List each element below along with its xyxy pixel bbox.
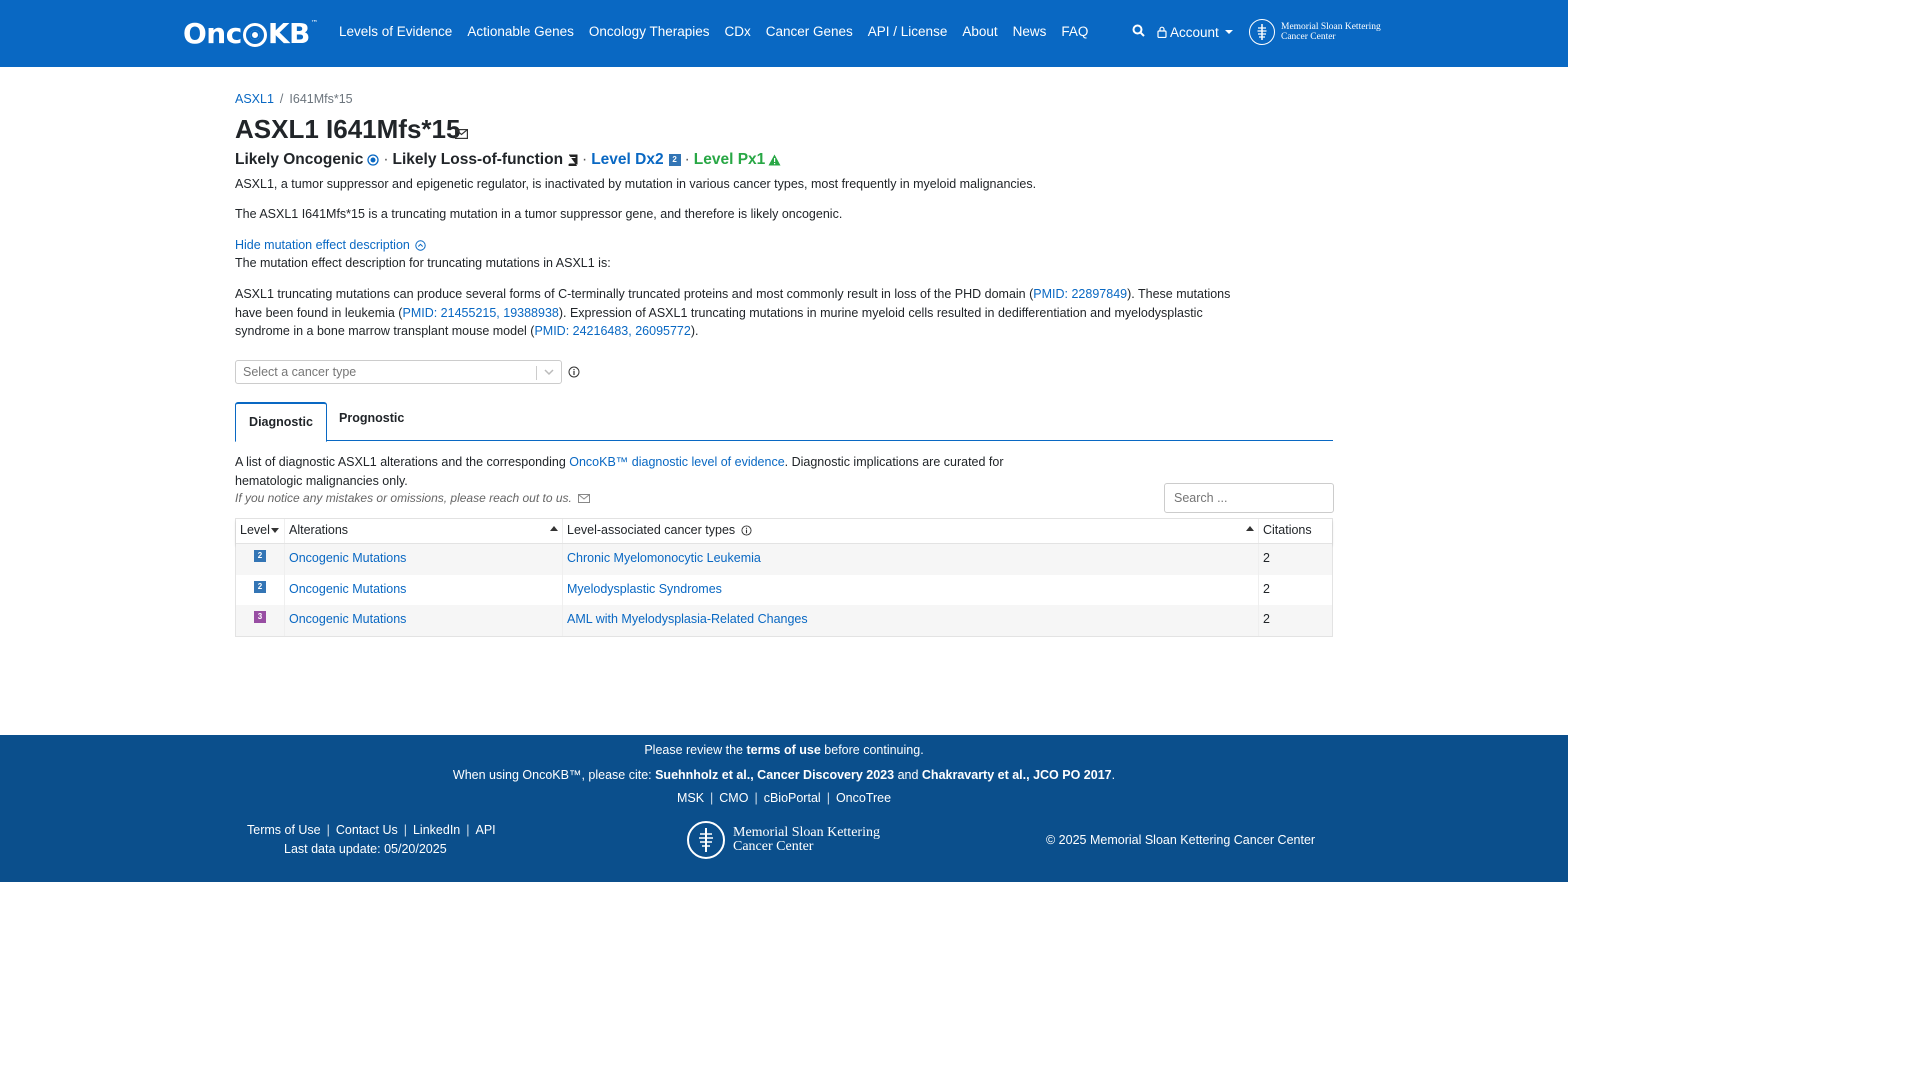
effect-line2: [235, 304, 1335, 323]
breadcrumb-alteration: I641Mfs*15: [289, 92, 353, 106]
diagnostic-intro: [235, 453, 1135, 490]
alteration-link[interactable]: Oncogenic Mutations: [289, 581, 407, 596]
footer-terms-notice: [0, 743, 1568, 757]
logo-o-icon: [243, 23, 267, 47]
select-divider: [536, 366, 537, 380]
cite-end-text: .: [1111, 768, 1116, 782]
column-divider: [1258, 519, 1259, 543]
citations-count[interactable]: 2: [1263, 551, 1270, 565]
level-px-label[interactable]: Level Px1: [693, 151, 766, 168]
link-separator: |: [403, 823, 407, 837]
pmid-link-2[interactable]: PMID: 21455215, 19388938: [402, 305, 559, 320]
table-row: [236, 605, 1332, 636]
link-separator: |: [326, 823, 330, 837]
alteration-link[interactable]: Oncogenic Mutations: [289, 551, 407, 565]
variant-badges: [235, 151, 781, 169]
page-title: ASXL1 I641Mfs*15: [235, 114, 461, 144]
footer-external-links: [0, 791, 1568, 805]
badge-separator: ·: [582, 151, 588, 168]
effect-text-5: syndrome in a bone marrow transplant mouse model (: [235, 324, 535, 338]
table-search-input[interactable]: [1164, 483, 1334, 513]
header-alterations[interactable]: Alterations: [289, 523, 349, 537]
msk-footer-text: [733, 826, 880, 854]
cancer-type-link[interactable]: Chronic Myelomonocytic Leukemia: [567, 551, 761, 565]
footer-linkedin-link[interactable]: LinkedIn: [412, 823, 461, 837]
pmid-link-1[interactable]: PMID: 22897849: [1033, 287, 1128, 301]
msk-nav-text: [1281, 22, 1381, 42]
column-divider: [562, 544, 563, 575]
footer-terms-link[interactable]: Terms of Use: [247, 823, 321, 837]
cite-pre-text: When using OncoKB™, please cite:: [452, 768, 656, 782]
cite-and-text: and: [894, 768, 922, 782]
cancer-type-select[interactable]: [235, 360, 562, 384]
nav-cdx[interactable]: CDx: [724, 24, 751, 39]
terms-post-text: before continuing.: [820, 743, 924, 757]
link-separator: |: [826, 791, 830, 805]
level-icon: 2: [254, 581, 266, 593]
pmid-link-3[interactable]: PMID: 24216483, 26095772: [534, 324, 691, 338]
diagnostic-intro-line1: [235, 453, 1135, 472]
column-divider: [562, 519, 563, 543]
cancer-type-link[interactable]: Myelodysplastic Syndromes: [567, 581, 722, 596]
lock-icon: [1157, 26, 1167, 38]
sort-asc-icon[interactable]: [1246, 526, 1254, 531]
nav-levels-of-evidence[interactable]: Levels of Evidence: [339, 24, 453, 39]
footer-link-msk[interactable]: MSK: [676, 791, 705, 805]
effect-text-1: ASXL1 truncating mutations can produce several forms of C-terminally truncated proteins and most commonly result in loss of the PHD domain (: [235, 287, 1034, 301]
nav-news[interactable]: News: [1012, 24, 1047, 39]
column-divider: [284, 544, 285, 575]
search-icon[interactable]: [1132, 24, 1145, 40]
footer-copyright: © 2025 Memorial Sloan Kettering Cancer Center: [1046, 833, 1316, 847]
column-divider: [284, 575, 285, 606]
link-separator: |: [466, 823, 470, 837]
effect-line3: [235, 322, 1335, 341]
logo-text-onc: Onc: [183, 17, 242, 50]
tab-diagnostic[interactable]: Diagnostic: [235, 402, 327, 442]
feedback-note: [235, 491, 590, 505]
hide-description-link[interactable]: [235, 236, 426, 255]
mail-icon[interactable]: [578, 494, 590, 503]
badge-separator: ·: [684, 151, 690, 168]
variant-summary: The ASXL1 I641Mfs*15 is a truncating mutation in a tumor suppressor gene, and therefore is likely oncogenic.: [235, 207, 843, 221]
info-icon[interactable]: [741, 525, 752, 536]
header-level[interactable]: [240, 523, 279, 537]
column-divider: [1258, 605, 1259, 636]
nav-faq[interactable]: FAQ: [1061, 24, 1089, 39]
tab-underline: [235, 440, 1333, 441]
footer-citation: [0, 768, 1568, 782]
effect-intro: The mutation effect description for truncating mutations in ASXL1 is:: [235, 256, 611, 270]
table-header: [236, 519, 1332, 544]
effect-description: [235, 285, 1335, 341]
header-level-label: Level: [240, 523, 270, 537]
footer-left-links: [247, 823, 496, 837]
msk-seal-icon: [687, 821, 725, 859]
gene-summary: ASXL1, a tumor suppressor and epigenetic regulator, is inactivated by mutation in various cancer types, most frequently in myeloid malignancies.: [235, 177, 1037, 191]
msk-footer-line2: Cancer Center: [733, 839, 814, 854]
info-icon[interactable]: [568, 366, 580, 381]
alteration-link[interactable]: Oncogenic Mutations: [289, 612, 407, 626]
nav-actionable-genes[interactable]: Actionable Genes: [467, 24, 574, 39]
cancer-type-placeholder: Select a cancer type: [243, 365, 357, 379]
msk-logo-footer[interactable]: [687, 821, 880, 859]
nav-cancer-genes[interactable]: Cancer Genes: [765, 24, 853, 39]
level-icon: 3: [254, 611, 266, 623]
effect-text-3: have been found in leukemia (: [235, 305, 403, 320]
diagnostic-level-link[interactable]: OncoKB™ diagnostic level of evidence: [569, 455, 785, 469]
logo-text-kb: KB: [267, 17, 310, 50]
oncogenicity-label: Likely Oncogenic: [235, 151, 364, 168]
breadcrumb-separator: /: [279, 92, 284, 106]
table-row: [236, 544, 1332, 575]
last-data-update: Last data update: 05/20/2025: [284, 842, 447, 856]
tab-prognostic[interactable]: Prognostic: [339, 411, 405, 425]
intro-text-2: . Diagnostic implications are curated for: [784, 455, 1004, 469]
citation-link-1[interactable]: Suehnholz et al., Cancer Discovery 2023: [655, 768, 895, 782]
chevron-up-circle-icon: [415, 240, 426, 251]
citation-link-2[interactable]: Chakravarty et al., JCO PO 2017: [921, 768, 1112, 782]
mutation-effect-label: Likely Loss-of-function: [392, 151, 564, 168]
column-divider: [284, 605, 285, 636]
msk-nav-line2: Cancer Center: [1281, 32, 1336, 42]
feedback-note-text: If you notice any mistakes or omissions, please reach out to us.: [235, 491, 572, 505]
hide-description-text[interactable]: Hide mutation effect description: [235, 238, 410, 252]
diagnostic-intro-line2: hematologic malignancies only.: [235, 473, 408, 488]
sort-asc-icon[interactable]: [550, 526, 558, 531]
level-icon: 2: [254, 550, 266, 562]
nav-api-license[interactable]: API / License: [867, 24, 948, 39]
terms-of-use-link[interactable]: terms of use: [746, 743, 821, 757]
citations-count[interactable]: 2: [1263, 581, 1270, 596]
nav-about[interactable]: About: [962, 24, 998, 39]
footer-link-cbioportal[interactable]: cBioPortal: [763, 791, 821, 805]
top-navbar: [0, 0, 1568, 67]
effect-text-6: ).: [690, 324, 699, 338]
link-separator: |: [710, 791, 714, 805]
msk-footer-line1: Memorial Sloan Kettering: [733, 825, 880, 840]
effect-text-2: ). These mutations: [1127, 287, 1231, 301]
nav-links: [339, 24, 1088, 39]
terms-pre-text: Please review the: [644, 743, 747, 757]
footer-api-link[interactable]: API: [475, 823, 496, 837]
column-divider: [284, 519, 285, 543]
msk-seal-icon: [1249, 19, 1275, 45]
column-divider: [1258, 544, 1259, 575]
book-icon: [567, 151, 578, 169]
breadcrumb-gene[interactable]: ASXL1: [235, 92, 274, 106]
diagnostic-table: [235, 518, 1333, 637]
oncokb-logo[interactable]: [183, 18, 317, 50]
column-divider: [1258, 575, 1259, 606]
msk-logo-nav[interactable]: [1249, 19, 1381, 45]
level-dx-icon: 2: [669, 154, 681, 166]
badge-separator: ·: [383, 151, 389, 168]
account-label: Account: [1170, 24, 1219, 40]
effect-line1: [235, 285, 1335, 304]
nav-oncology-therapies[interactable]: Oncology Therapies: [588, 24, 710, 39]
header-citations[interactable]: Citations: [1263, 523, 1312, 537]
mail-icon[interactable]: [455, 127, 468, 142]
chevron-down-icon[interactable]: [543, 364, 555, 383]
sort-desc-icon: [271, 528, 279, 533]
effect-text-4: ). Expression of ASXL1 truncating mutations in murine myeloid cells resulted in dedifferentiation and myelodysplastic: [558, 305, 1203, 320]
chevron-down-icon: [1225, 30, 1233, 34]
column-divider: [562, 605, 563, 636]
header-cancer-types-label: Level-associated cancer types: [567, 523, 736, 537]
logo-tm: ™: [310, 19, 318, 27]
link-separator: |: [754, 791, 758, 805]
footer-contact-link[interactable]: Contact Us: [335, 823, 398, 837]
cancer-type-link[interactable]: AML with Myelodysplasia-Related Changes: [567, 612, 808, 626]
oncogenic-target-icon: [367, 151, 379, 169]
account-menu[interactable]: [1157, 25, 1233, 40]
column-divider: [562, 575, 563, 606]
msk-nav-line1: Memorial Sloan Kettering: [1281, 22, 1381, 32]
citations-count[interactable]: 2: [1263, 612, 1270, 626]
header-cancer-types[interactable]: [567, 523, 752, 537]
footer-link-cmo[interactable]: CMO: [719, 791, 749, 805]
table-row: [236, 575, 1332, 606]
nav-right: [1132, 24, 1233, 40]
warning-triangle-icon: [768, 151, 781, 169]
footer: [0, 735, 1568, 882]
breadcrumb: [235, 92, 353, 106]
intro-text-1: A list of diagnostic ASXL1 alterations and the corresponding: [235, 455, 570, 469]
level-dx-label[interactable]: Level Dx2: [591, 151, 664, 168]
footer-link-oncotree[interactable]: OncoTree: [835, 791, 892, 805]
